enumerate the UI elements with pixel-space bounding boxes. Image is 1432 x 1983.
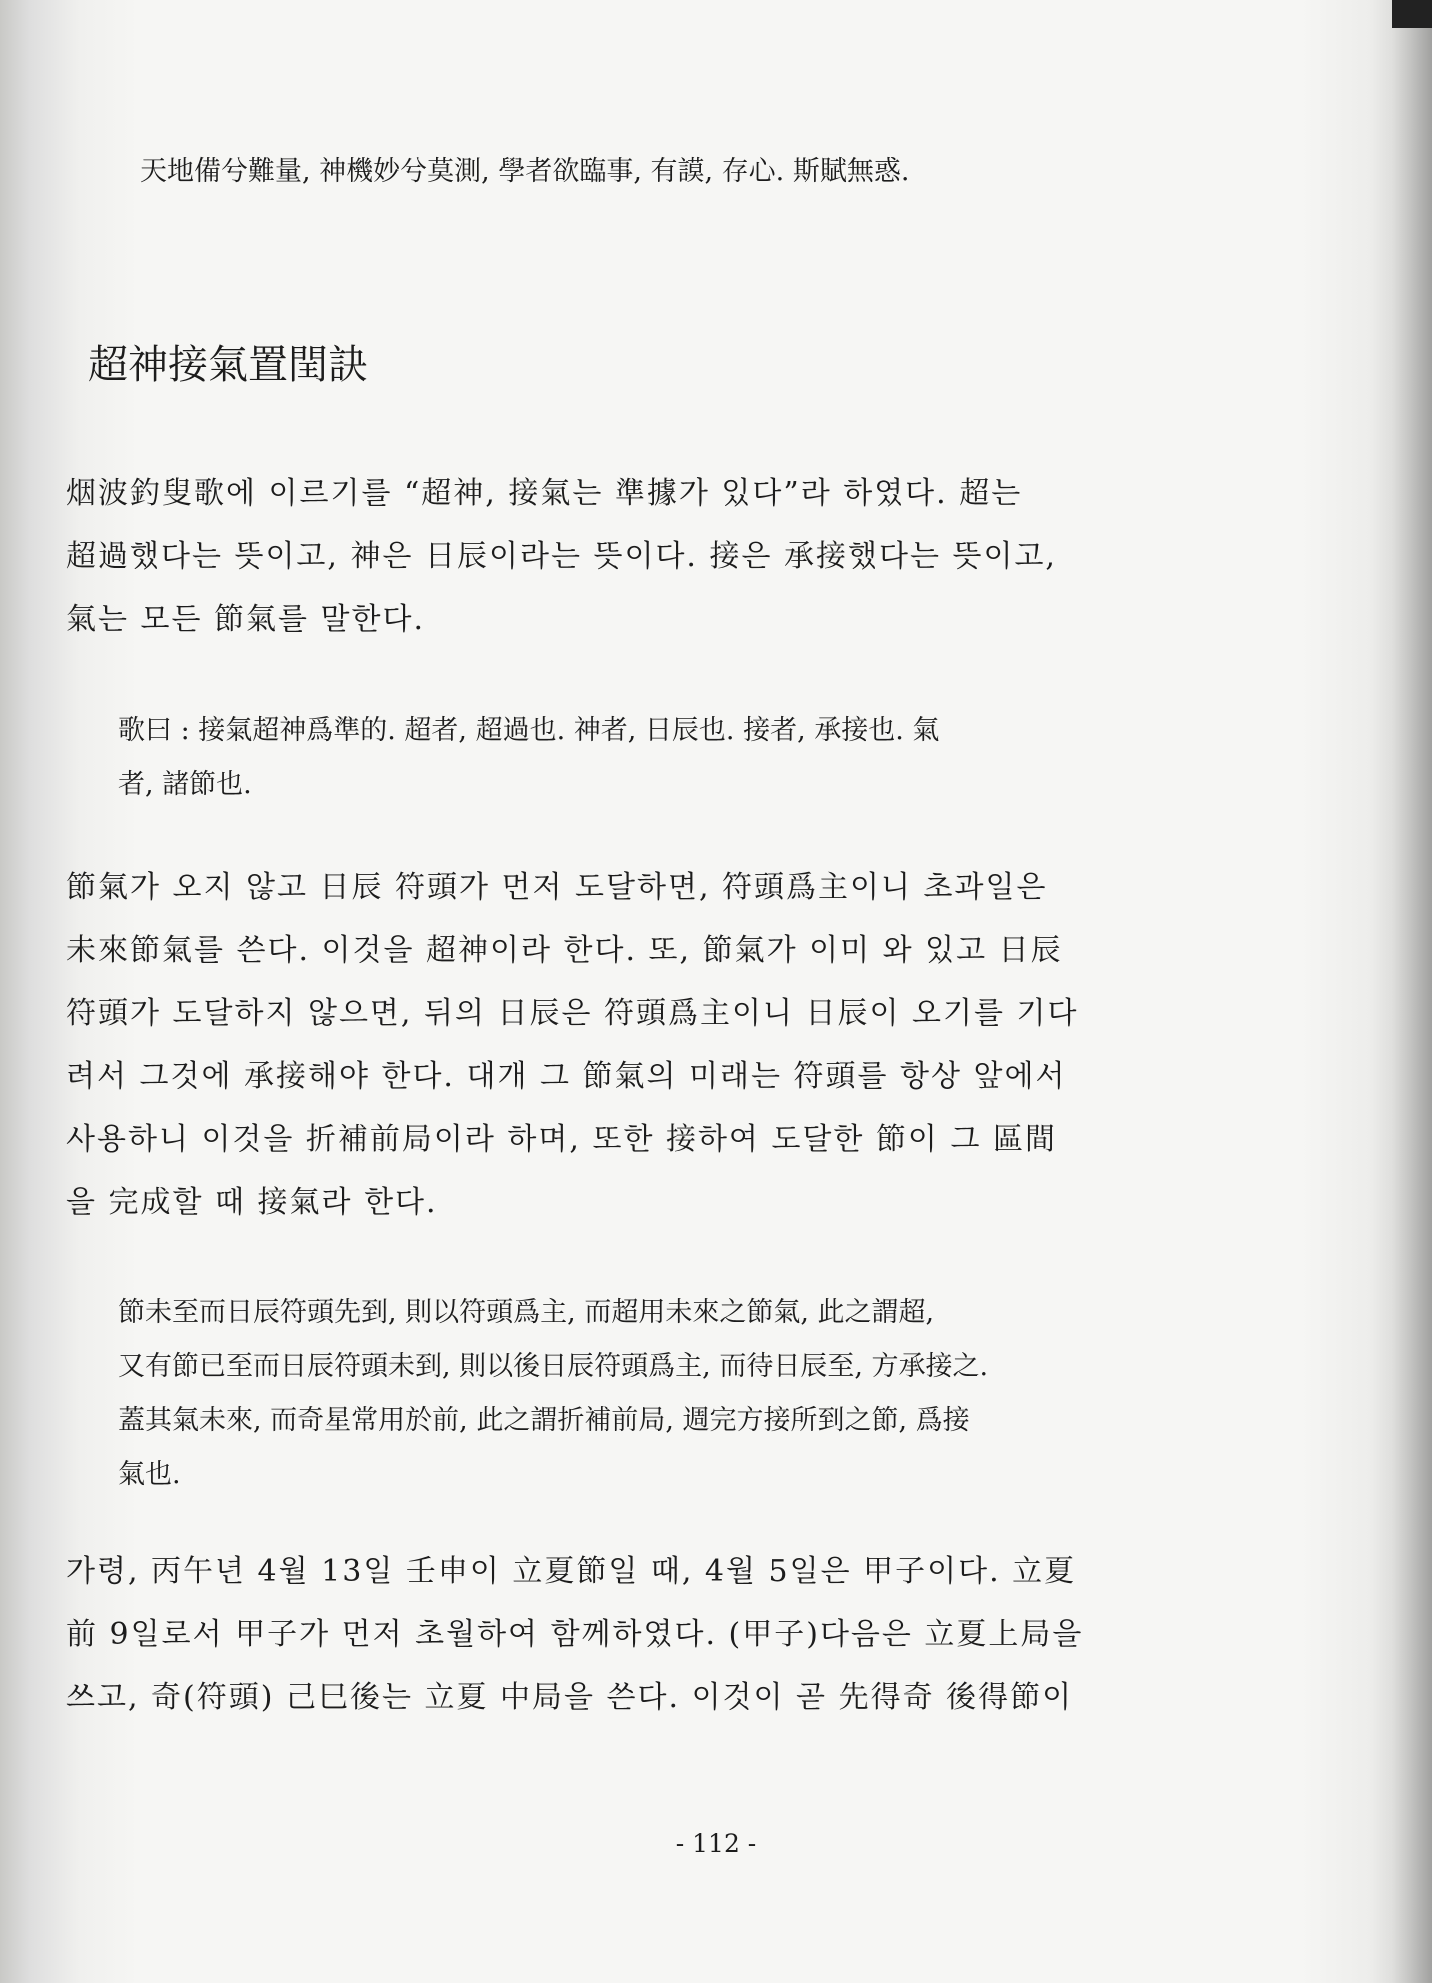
top-quote: 天地備兮難量, 神機妙兮莫測, 學者欲臨事, 有謨, 存心. 斯賦無惑. (140, 156, 910, 187)
paragraph-line: 가령, 丙午년 4월 13일 壬申이 立夏節일 때, 4월 5일은 甲子이다. 立夏 (66, 1554, 1077, 1589)
paragraph-line: 節氣가 오지 않고 日辰 符頭가 먼저 도달하면, 符頭爲主이니 초과일은 (66, 870, 1048, 905)
paragraph-line: 氣는 모든 節氣를 말한다. (66, 602, 426, 637)
citation-line: 又有節已至而日辰符頭未到, 則以後日辰符頭爲主, 而待日辰至, 方承接之. (118, 1351, 989, 1382)
paragraph-line: 사용하니 이것을 折補前局이라 하며, 또한 接하여 도달한 節이 그 區間 (66, 1122, 1057, 1157)
paragraph-line: 쓰고, 奇(符頭) 己巳後는 立夏 中局을 쓴다. 이것이 곧 先得奇 後得節이 (66, 1680, 1074, 1715)
paragraph-line: 前 9일로서 甲子가 먼저 초월하여 함께하였다. (甲子)다음은 立夏上局을 (66, 1617, 1084, 1652)
paragraph-line: 符頭가 도달하지 않으면, 뒤의 日辰은 符頭爲主이니 日辰이 오기를 기다 (66, 996, 1079, 1031)
page-number: - 112 - (675, 1829, 757, 1858)
paragraph-3 (66, 1540, 1083, 1729)
paragraph-2 (66, 856, 1078, 1234)
paragraph-1 (66, 462, 1057, 651)
scan-corner-mark (1392, 0, 1432, 28)
section-heading: 超神接氣置閏訣 (88, 342, 368, 388)
citation-1 (118, 704, 939, 812)
page-edge-shadow (1392, 0, 1432, 1983)
citation-2 (118, 1286, 988, 1502)
citation-line: 歌曰 : 接氣超神爲準的. 超者, 超過也. 神者, 日辰也. 接者, 承接也. 氣 (118, 715, 940, 746)
paragraph-line: 未來節氣를 쓴다. 이것을 超神이라 한다. 또, 節氣가 이미 와 있고 日辰 (66, 933, 1063, 968)
citation-line: 節未至而日辰符頭先到, 則以符頭爲主, 而超用未來之節氣, 此之謂超, (118, 1297, 935, 1328)
paragraph-line: 烟波釣叟歌에 이르기를 “超神, 接氣는 準據가 있다”라 하였다. 超는 (66, 476, 1023, 511)
citation-line: 蓋其氣未來, 而奇星常用於前, 此之謂折補前局, 週完方接所到之節, 爲接 (118, 1405, 970, 1436)
paragraph-line: 超過했다는 뜻이고, 神은 日辰이라는 뜻이다. 接은 承接했다는 뜻이고, (66, 539, 1057, 574)
citation-line: 者, 諸節也. (118, 769, 252, 800)
paragraph-line: 을 完成할 때 接氣라 한다. (66, 1185, 438, 1220)
paragraph-line: 려서 그것에 承接해야 한다. 대개 그 節氣의 미래는 符頭를 항상 앞에서 (66, 1059, 1067, 1094)
citation-line: 氣也. (118, 1459, 181, 1490)
